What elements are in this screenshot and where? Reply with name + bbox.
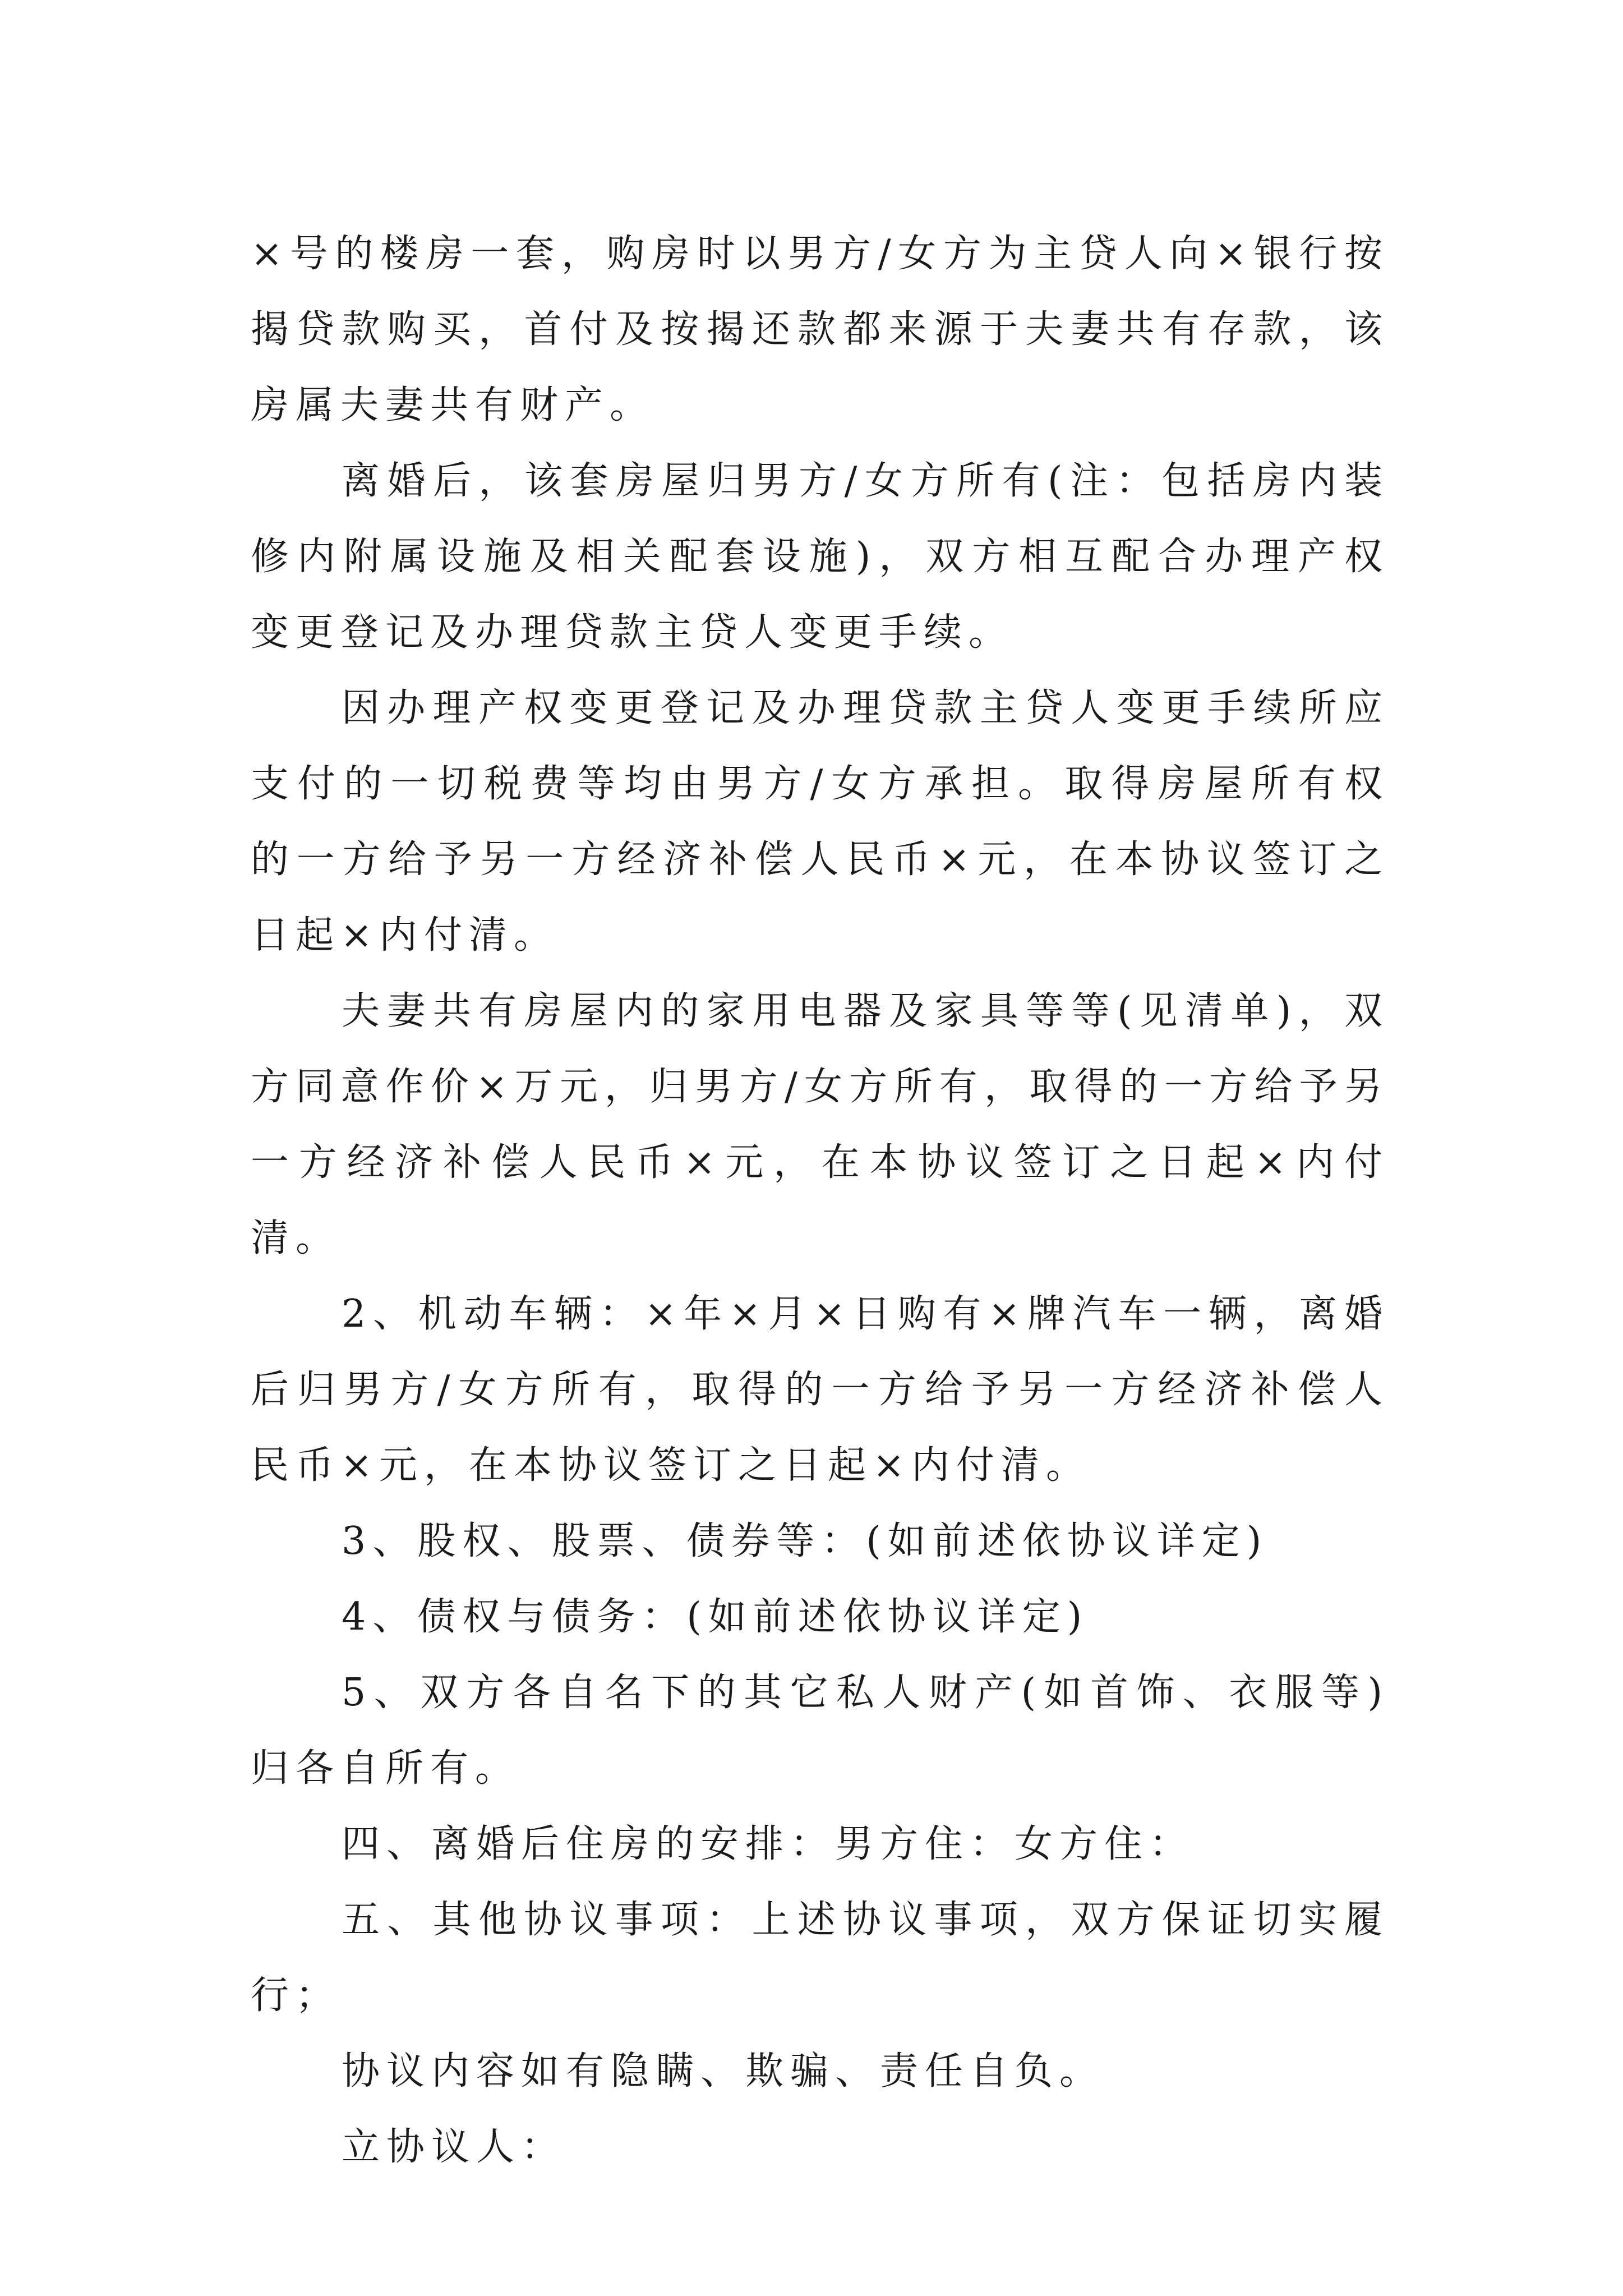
paragraph-motor-vehicle: 2、机动车辆：×年×月×日购有×牌汽车一辆，离婚后归男方/女方所有，取得的一方给予另一方经济补偿人民币×元，在本协议签订之日起×内付清。 [251, 1292, 1389, 1488]
document-body [251, 216, 1389, 2185]
paragraph-other-matters: 五、其他协议事项：上述协议事项，双方保证切实履行； [251, 1898, 1389, 2018]
paragraph-appliances-furniture: 夫妻共有房屋内的家用电器及家具等等(见清单)，双方同意作价×万元，归男方/女方所有，取得的一方给予另一方经济补偿人民币×元，在本协议签订之日起×内付清。 [251, 989, 1389, 1260]
paragraph-concealment: 协议内容如有隐瞒、欺骗、责任自负。 [342, 2049, 1105, 2093]
paragraph-house-purchase: ×号的楼房一套，购房时以男方/女方为主贷人向×银行按揭贷款购买，首付及按揭还款都来源于夫妻共有存款，该房属夫妻共有财产。 [251, 232, 1389, 427]
paragraph-stocks-bonds: 3、股权、股票、债券等：(如前述依协议详定) [342, 1519, 1269, 1563]
paragraph-housing-arrangement: 四、离婚后住房的安排：男方住：女方住： [342, 1822, 1195, 1866]
paragraph-signatories: 立协议人： [342, 2125, 566, 2169]
paragraph-personal-property: 5、双方各自名下的其它私人财产(如首饰、衣服等)归各自所有。 [251, 1671, 1389, 1791]
paragraph-house-ownership: 离婚后，该套房屋归男方/女方所有(注：包括房内装修内附属设施及相关配套设施)，双方相互配合办理产权变更登记及办理贷款主贷人变更手续。 [251, 459, 1389, 655]
paragraph-transfer-fees: 因办理产权变更登记及办理贷款主贷人变更手续所应支付的一切税费等均由男方/女方承担。取得房屋所有权的一方给予另一方经济补偿人民币×元，在本协议签订之日起×内付清。 [251, 686, 1389, 958]
paragraph-debts: 4、债权与债务：(如前述依协议详定) [342, 1595, 1089, 1639]
